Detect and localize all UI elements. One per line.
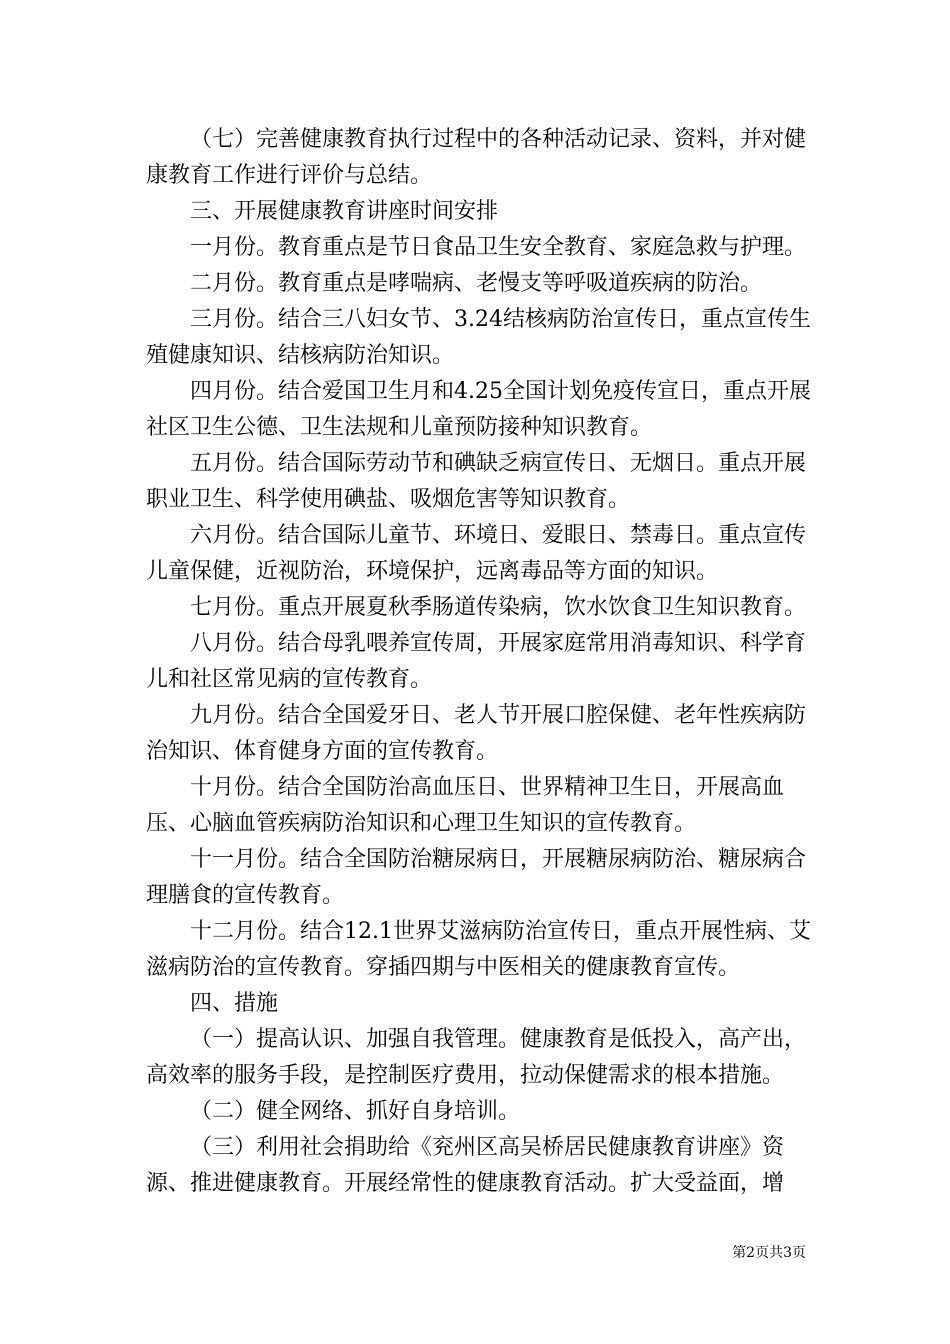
paragraph-october: 十月份。结合全国防治高血压日、世界精神卫生日，开展高血压、心脑血管疾病防治知识和心理卫生知识的宣传教育。	[146, 775, 785, 836]
section-heading-measures: 四、措施	[190, 991, 279, 1016]
paragraph-january: 一月份。教育重点是节日食品卫生安全教育、家庭急救与护理。	[190, 235, 807, 260]
paragraph-december: 十二月份。结合12.1世界艾滋病防治宣传日，重点开展性病、艾滋病防治的宣传教育。穿插四期与中医相关的健康教育宣传。	[146, 919, 811, 980]
paragraph-april: 四月份。结合爱国卫生月和4.25全国计划免疫传宣日，重点开展社区卫生公德、卫生法规和儿童预防接种知识教育。	[146, 379, 811, 440]
paragraph-august: 八月份。结合母乳喂养宣传周，开展家庭常用消毒知识、科学育儿和社区常见病的宣传教育。	[146, 631, 807, 692]
paragraph-may: 五月份。结合国际劳动节和碘缺乏病宣传日、无烟日。重点开展职业卫生、科学使用碘盐、吸烟危害等知识教育。	[146, 451, 807, 512]
paragraph-november: 十一月份。结合全国防治糖尿病日，开展糖尿病防治、糖尿病合理膳食的宣传教育。	[146, 847, 807, 908]
paragraph-measure-3: （三）利用社会捐助给《兖州区高吴桥居民健康教育讲座》资源、推进健康教育。开展经常性的健康教育活动。扩大受益面，增	[146, 1135, 785, 1196]
paragraph-measure-1: （一）提高认识、加强自我管理。健康教育是低投入，高产出，高效率的服务手段，是控制医疗费用，拉动保健需求的根本措施。	[146, 1027, 807, 1088]
page-number-label: 第2页共3页	[732, 1245, 806, 1261]
paragraph-item-7: （七）完善健康教育执行过程中的各种活动记录、资料，并对健康教育工作进行评价与总结。	[146, 127, 807, 188]
paragraph-july: 七月份。重点开展夏秋季肠道传染病，饮水饮食卫生知识教育。	[190, 595, 807, 620]
paragraph-february: 二月份。教育重点是哮喘病、老慢支等呼吸道疾病的防治。	[190, 271, 763, 296]
page-footer	[732, 1244, 806, 1262]
paragraph-september: 九月份。结合全国爱牙日、老人节开展口腔保健、老年性疾病防治知识、体育健身方面的宣传教育。	[146, 703, 807, 764]
paragraph-june: 六月份。结合国际儿童节、环境日、爱眼日、禁毒日。重点宣传儿童保健，近视防治，环境保护，远离毒品等方面的知识。	[146, 523, 807, 584]
section-heading-schedule: 三、开展健康教育讲座时间安排	[190, 199, 499, 224]
paragraph-measure-2: （二）健全网络、抓好自身培训。	[190, 1099, 521, 1124]
paragraph-march: 三月份。结合三八妇女节、3.24结核病防治宣传日，重点宣传生殖健康知识、结核病防治知识。	[146, 307, 811, 368]
document-body	[146, 122, 814, 1202]
